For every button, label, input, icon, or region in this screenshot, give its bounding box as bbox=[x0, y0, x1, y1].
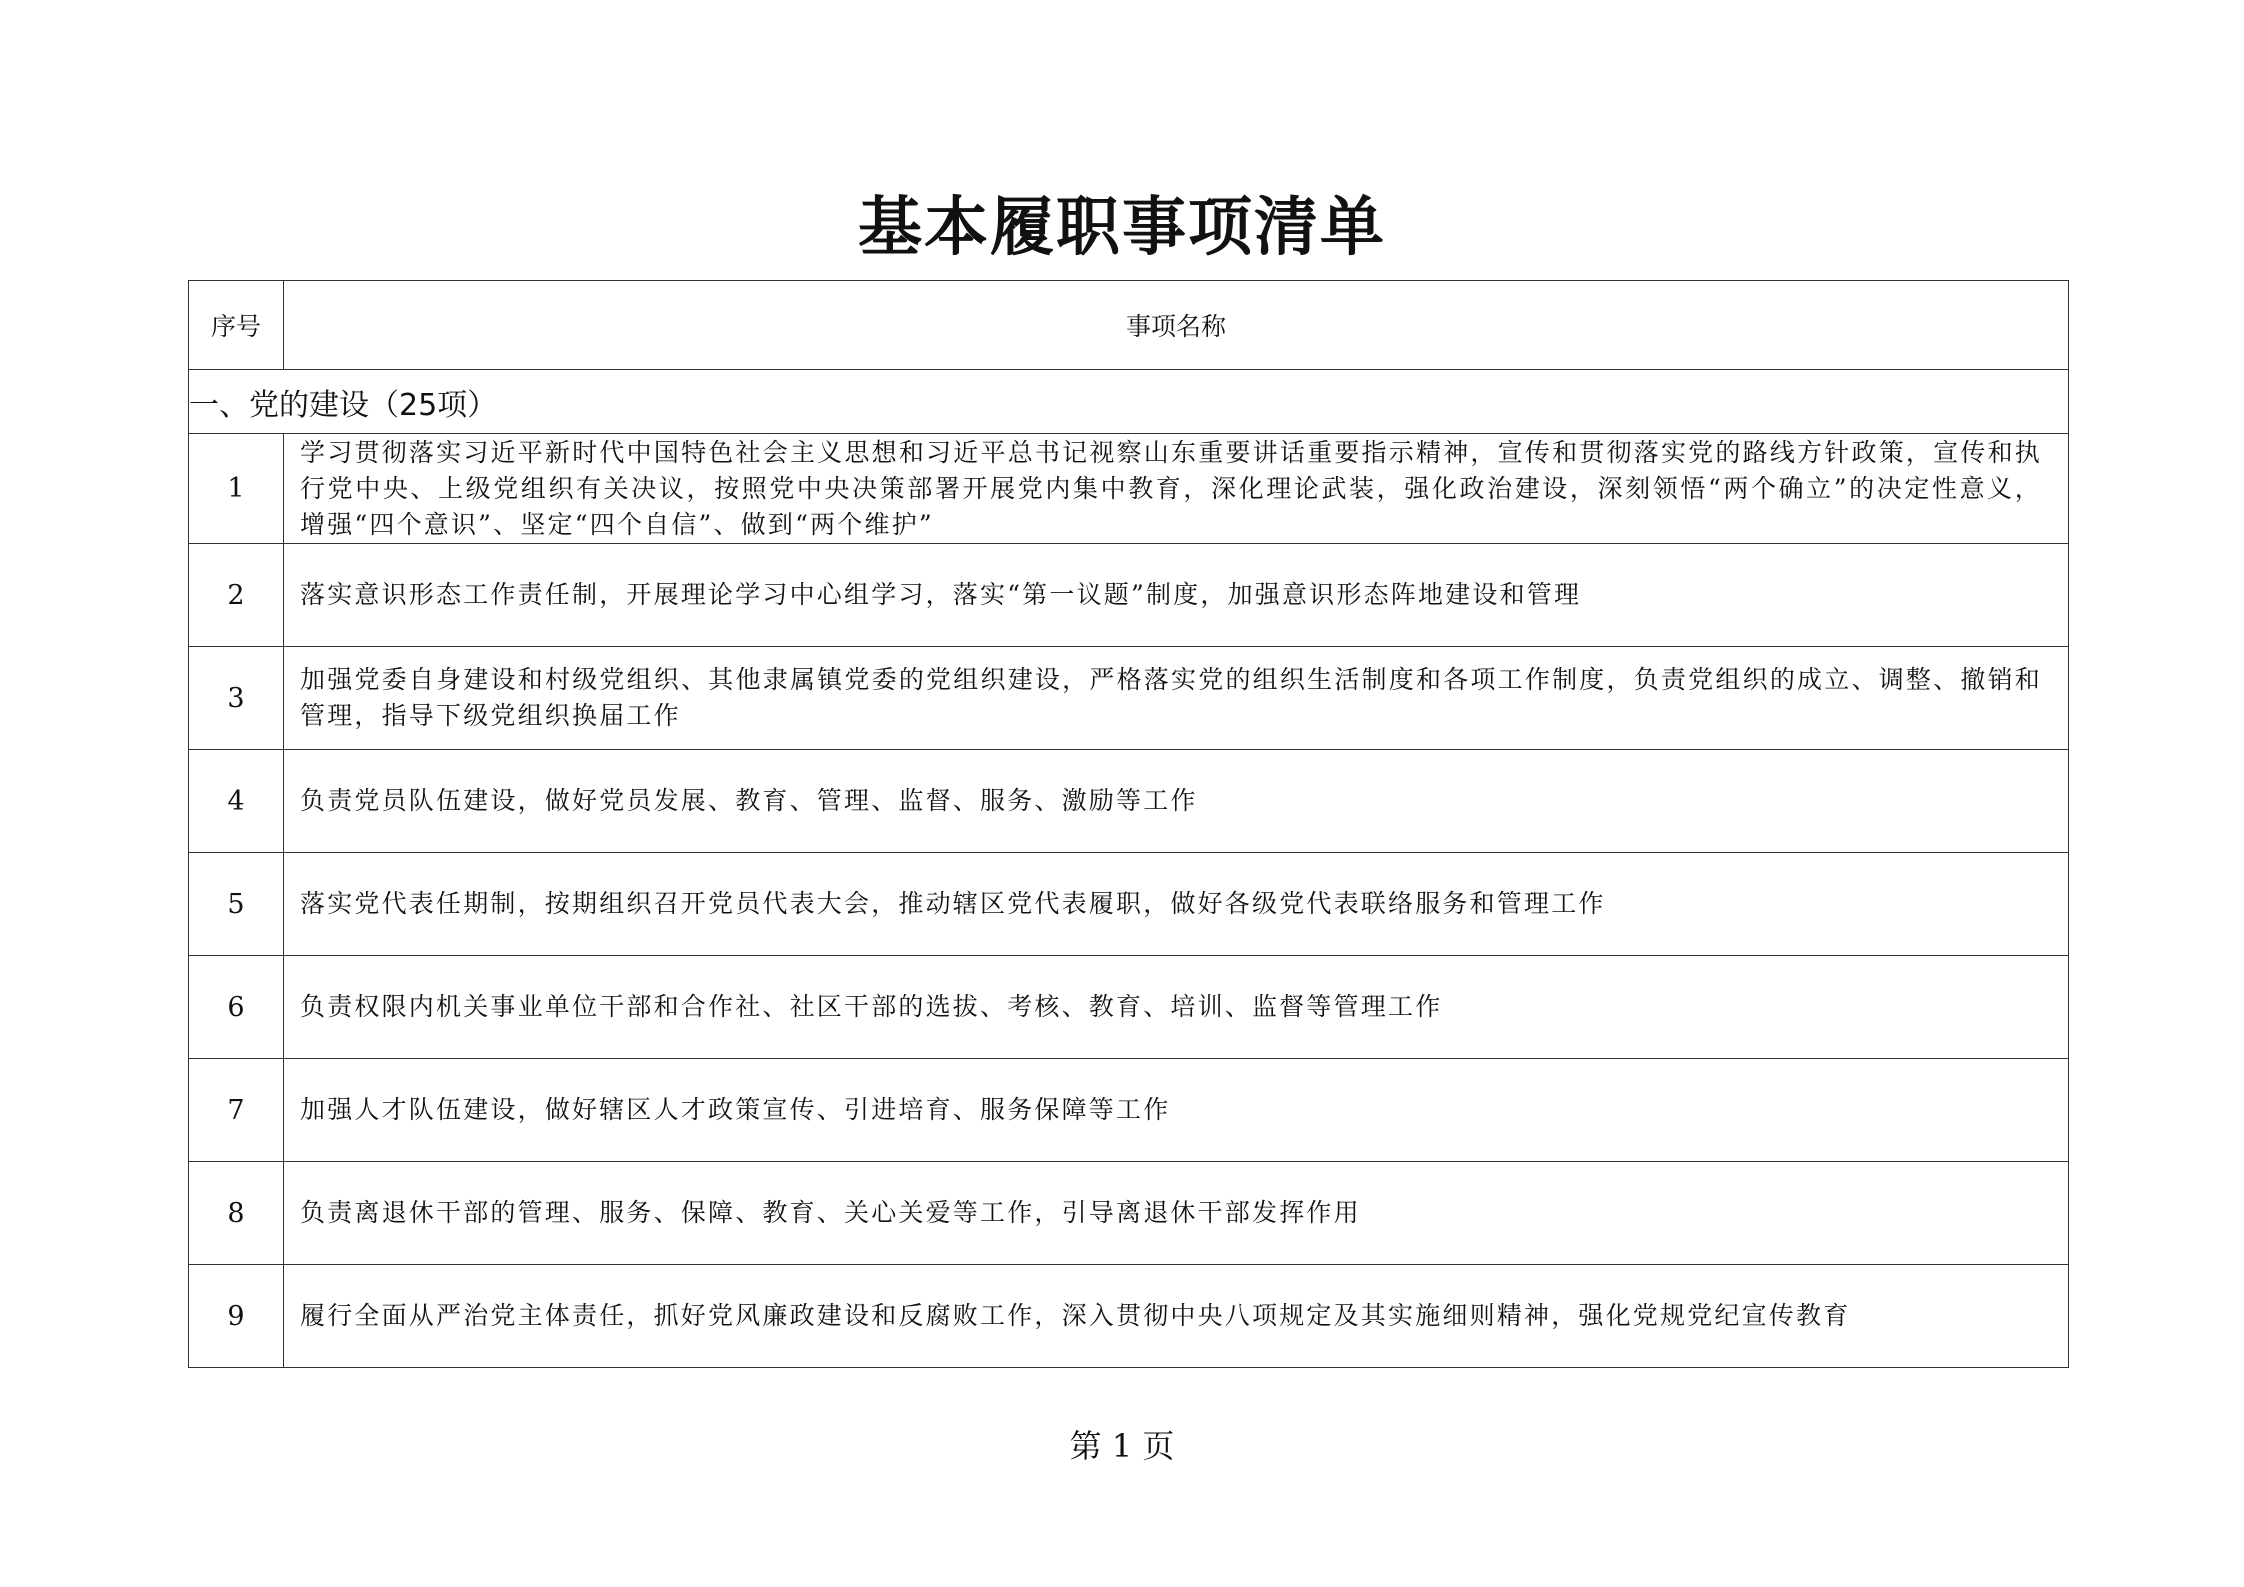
row-item-text: 履行全面从严治党主体责任，抓好党风廉政建设和反腐败工作，深入贯彻中央八项规定及其实施细则精神，强化党规党纪宣传教育 bbox=[284, 1265, 2069, 1368]
row-item-text: 加强党委自身建设和村级党组织、其他隶属镇党委的党组织建设，严格落实党的组织生活制度和各项工作制度，负责党组织的成立、调整、撤销和管理，指导下级党组织换届工作 bbox=[284, 647, 2069, 750]
table-row bbox=[189, 434, 2069, 544]
row-item-text: 负责党员队伍建设，做好党员发展、教育、管理、监督、服务、激励等工作 bbox=[284, 750, 2069, 853]
row-number: 2 bbox=[189, 544, 284, 647]
duty-list-table bbox=[188, 280, 2069, 1368]
row-number: 1 bbox=[189, 434, 284, 544]
row-item-text: 落实意识形态工作责任制，开展理论学习中心组学习，落实“第一议题”制度，加强意识形态阵地建设和管理 bbox=[284, 544, 2069, 647]
row-number: 6 bbox=[189, 956, 284, 1059]
table-row bbox=[189, 853, 2069, 956]
section-row bbox=[189, 370, 2069, 434]
table-row bbox=[189, 647, 2069, 750]
header-serial-number: 序号 bbox=[189, 281, 284, 370]
row-number: 3 bbox=[189, 647, 284, 750]
table-row bbox=[189, 544, 2069, 647]
row-item-text: 落实党代表任期制，按期组织召开党员代表大会，推动辖区党代表履职，做好各级党代表联络服务和管理工作 bbox=[284, 853, 2069, 956]
row-number: 9 bbox=[189, 1265, 284, 1368]
table-row bbox=[189, 1059, 2069, 1162]
row-number: 7 bbox=[189, 1059, 284, 1162]
row-item-text: 学习贯彻落实习近平新时代中国特色社会主义思想和习近平总书记视察山东重要讲话重要指示精神，宣传和贯彻落实党的路线方针政策，宣传和执行党中央、上级党组织有关决议，按照党中央决策部署开展党内集中教育，深化理论武装，强化政治建设，深刻领悟“两个确立”的决定性意义，增强“四个意识”、坚定“四个自信”、做到“两个维护” bbox=[284, 434, 2069, 544]
row-item-text: 加强人才队伍建设，做好辖区人才政策宣传、引进培育、服务保障等工作 bbox=[284, 1059, 2069, 1162]
table-row bbox=[189, 750, 2069, 853]
row-number: 4 bbox=[189, 750, 284, 853]
row-item-text: 负责离退休干部的管理、服务、保障、教育、关心关爱等工作，引导离退休干部发挥作用 bbox=[284, 1162, 2069, 1265]
header-item-name: 事项名称 bbox=[284, 281, 2069, 370]
row-number: 5 bbox=[189, 853, 284, 956]
table-row bbox=[189, 1265, 2069, 1368]
row-item-text: 负责权限内机关事业单位干部和合作社、社区干部的选拔、考核、教育、培训、监督等管理工作 bbox=[284, 956, 2069, 1059]
table-row bbox=[189, 1162, 2069, 1265]
section-heading: 一、党的建设（25项） bbox=[189, 370, 2069, 434]
table-row bbox=[189, 956, 2069, 1059]
page-title: 基本履职事项清单 bbox=[858, 190, 1386, 265]
page-number: 第 1 页 bbox=[1069, 1427, 1175, 1465]
table-header-row bbox=[189, 281, 2069, 370]
row-number: 8 bbox=[189, 1162, 284, 1265]
